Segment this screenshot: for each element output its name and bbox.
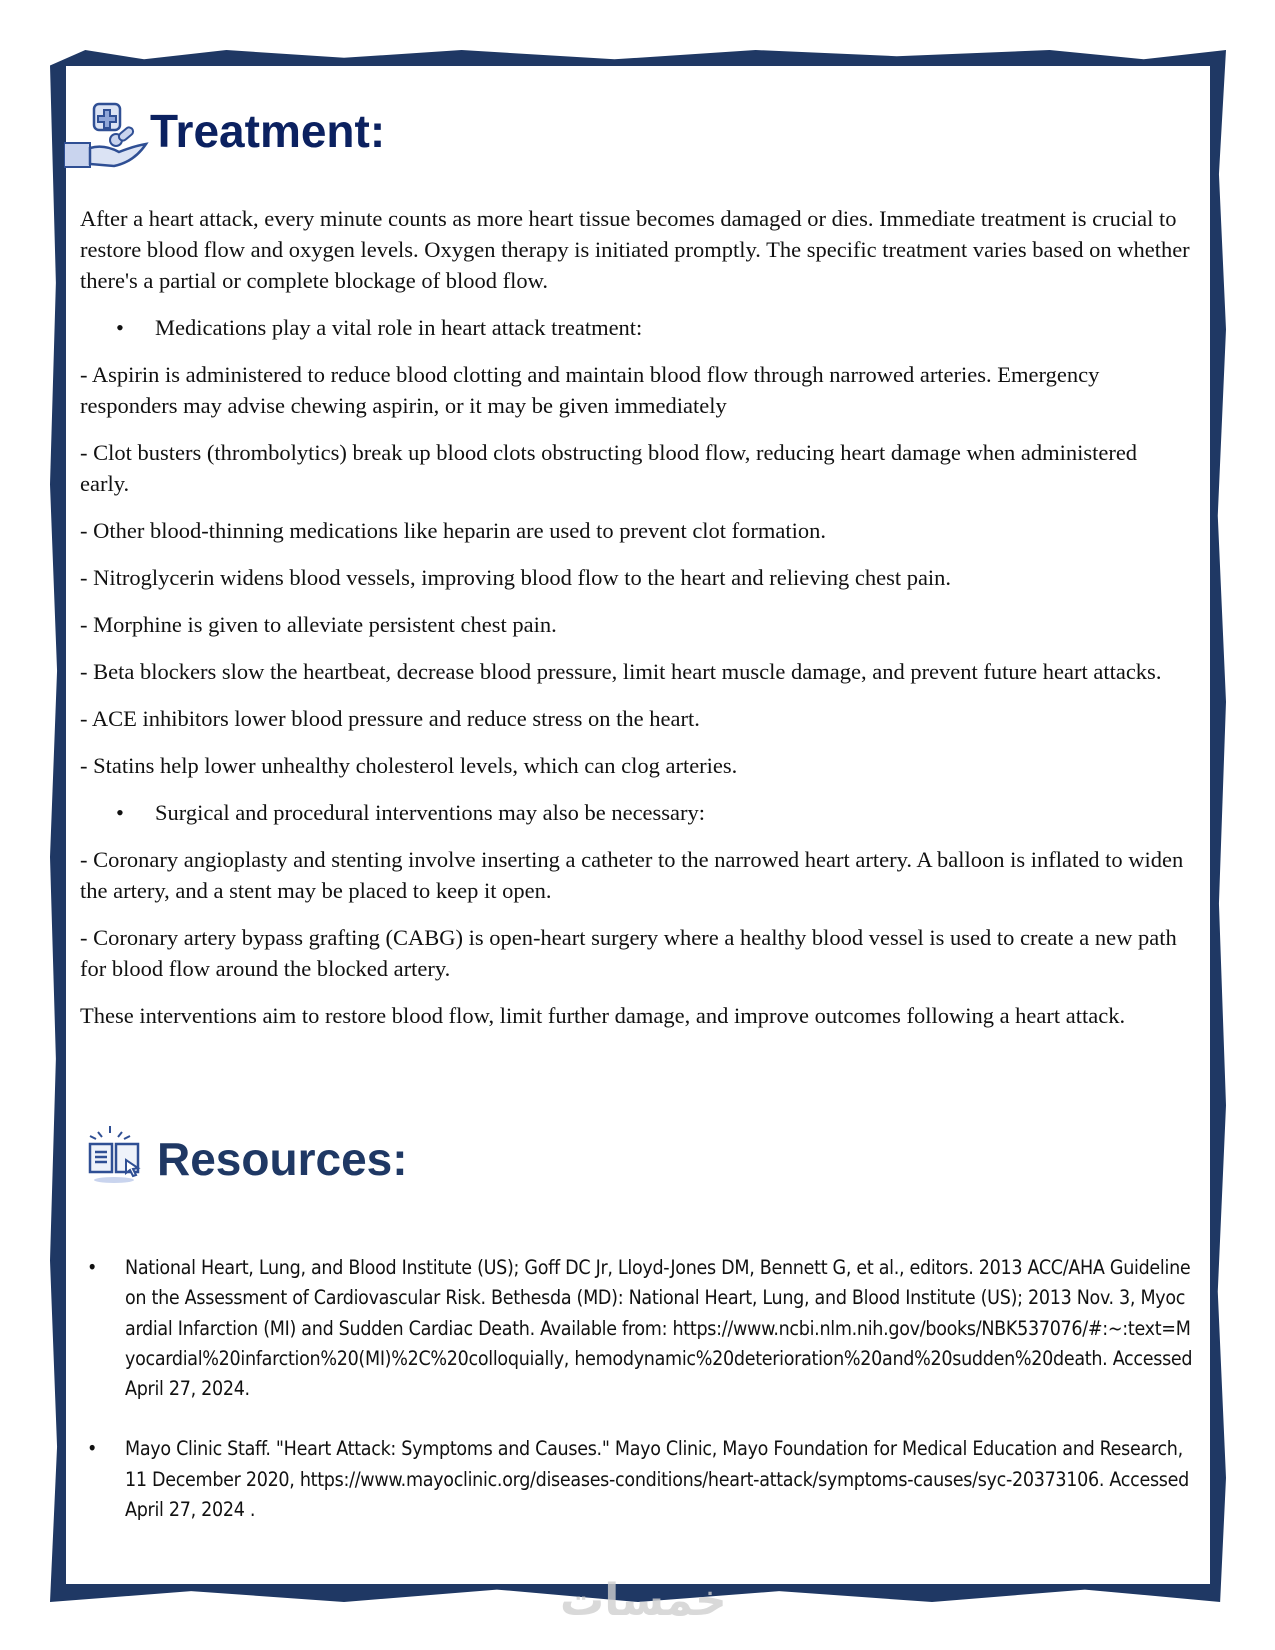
paragraph: - ACE inhibitors lower blood pressure and reduce stress on the heart.: [80, 706, 700, 731]
hand-medicine-icon: [64, 100, 154, 175]
watermark-logo: خمسات: [560, 1575, 727, 1626]
paragraph: - Clot busters (thrombolytics) break up blood clots obstructing blood flow, reducing heart damage when administered early.: [80, 440, 1138, 496]
paragraph: - Nitroglycerin widens blood vessels, improving blood flow to the heart and relieving chest pain.: [80, 565, 952, 590]
reference-item: • National Heart, Lung, and Blood Institute (US); Goff DC Jr, Lloyd-Jones DM, Bennett G, et al., editors. 2013 ACC/AHA Guideline on the Assessment of Cardiovascular Risk. Bethesda (MD): National Heart, Lung, and Blood Institute (US); 2013 Nov. 3, Myocardial Infarction (MI) and Sudden Cardiac Death. Available from: https://www.ncbi.nlm.nih.gov/books/NBK537076/#:~:text=Myocardial%20infarction%20(MI)%2C%20colloquially, hemodynamic%20deterioration%20and%20sudden%20death. Accessed April 27, 2024.: [85, 1253, 1195, 1404]
bullet-item: • Medications play a vital role in heart attack treatment:: [80, 312, 1190, 343]
treatment-body: [80, 203, 1190, 1047]
treatment-heading: Treatment:: [150, 105, 386, 157]
paragraph: - Beta blockers slow the heartbeat, decrease blood pressure, limit heart muscle damage, and prevent future heart attacks.: [80, 659, 1162, 684]
paragraph: - Other blood-thinning medications like heparin are used to prevent clot formation.: [80, 518, 827, 543]
paragraph: - Coronary artery bypass grafting (CABG) is open-heart surgery where a healthy blood vessel is used to create a new path for blood flow around the blocked artery.: [80, 925, 1177, 981]
reference-item: • Mayo Clinic Staff. "Heart Attack: Symptoms and Causes." Mayo Clinic, Mayo Foundation for Medical Education and Research, 11 December 2020, https://www.mayoclinic.org/diseases-conditions/heart-attack/symptoms-causes/syc-20373106. Accessed April 27, 2024 .: [85, 1434, 1195, 1525]
paragraph: - Morphine is given to alleviate persistent chest pain.: [80, 612, 557, 637]
bullet-item: • Surgical and procedural interventions may also be necessary:: [80, 797, 1190, 828]
paragraph: - Statins help lower unhealthy cholesterol levels, which can clog arteries.: [80, 753, 738, 778]
paragraph: After a heart attack, every minute counts as more heart tissue becomes damaged or dies. Immediate treatment is crucial to restore blood flow and oxygen levels. Oxygen therapy is initiated promptly. The specific treatment varies based on whether there's a partial or complete blockage of blood flow.: [80, 206, 1190, 293]
paragraph: - Aspirin is administered to reduce blood clotting and maintain blood flow through narrowed arteries. Emergency responders may advise chewing aspirin, or it may be given immediately: [80, 362, 1100, 418]
resources-heading: Resources:: [157, 1133, 408, 1185]
resources-list: [85, 1253, 1195, 1555]
open-book-icon: [86, 1122, 144, 1184]
paragraph: - Coronary angioplasty and stenting involve inserting a catheter to the narrowed heart artery. A balloon is inflated to widen the artery, and a stent may be placed to keep it open.: [80, 847, 1184, 903]
paragraph: These interventions aim to restore blood flow, limit further damage, and improve outcomes following a heart attack.: [80, 1003, 1126, 1028]
